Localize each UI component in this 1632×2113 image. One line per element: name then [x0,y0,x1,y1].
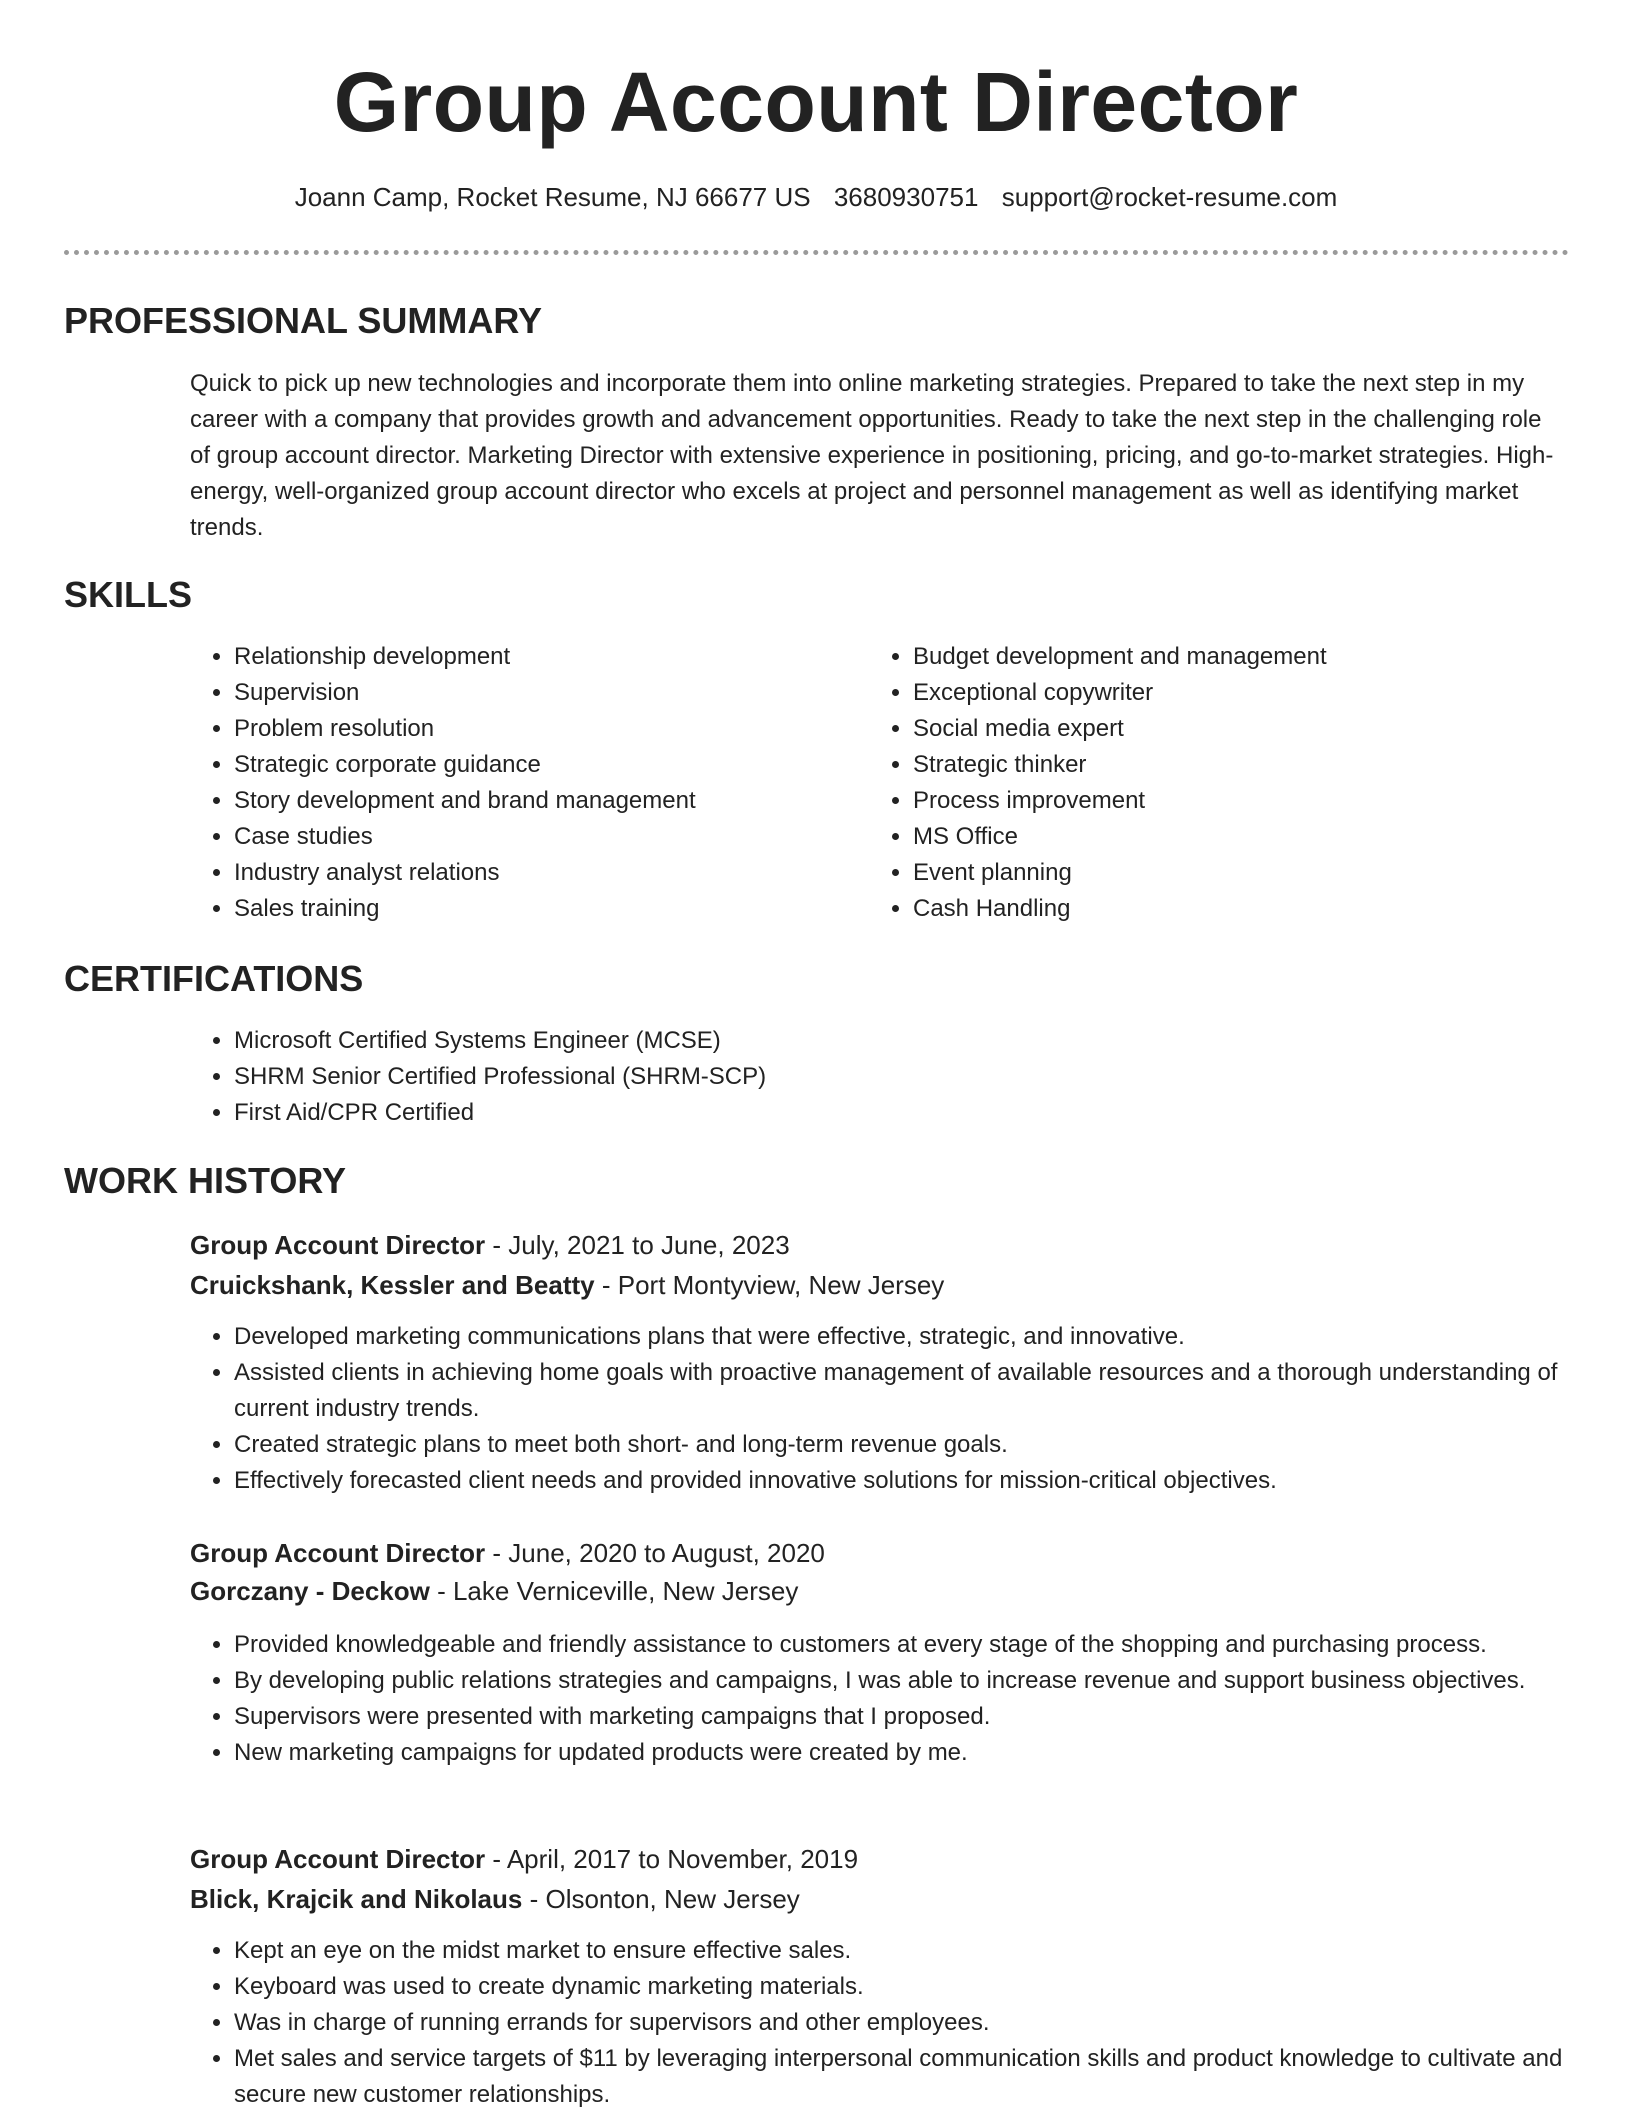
job-bullet: • Created strategic plans to meet both short- and long-term revenue goals. [234,1427,1564,1463]
job-company-line [190,1268,944,1302]
job-dates: - June, 2020 to August, 2020 [485,1538,825,1568]
skill-item: • Process improvement [913,783,1533,819]
skill-item: • Industry analyst relations [234,855,854,891]
skill-item: • Supervision [234,675,854,711]
job-company: Blick, Krajcik and Nikolaus [190,1884,523,1914]
job-title-line [190,1842,858,1876]
skill-item: • Case studies [234,819,854,855]
skill-item: • Strategic thinker [913,747,1533,783]
skill-item: • Event planning [913,855,1533,891]
job-bullet: • Keyboard was used to create dynamic marketing materials. [234,1969,1564,2005]
job-bullet: • New marketing campaigns for updated products were created by me. [234,1735,1594,1771]
skill-item: • MS Office [913,819,1533,855]
skill-item: • Story development and brand management [234,783,854,819]
summary-heading: PROFESSIONAL SUMMARY [64,300,543,341]
certification-item: • First Aid/CPR Certified [234,1095,1534,1131]
job-dates: - July, 2021 to June, 2023 [485,1230,790,1260]
skills-list-right [869,639,1533,927]
summary-text: Quick to pick up new technologies and incorporate them into online marketing strategies. Prepared to take the next step in my career with a company that provides growth and advancement opportunities. Ready to take the next step in the challenging role of group account director. Marketing Director with extensive experience in positioning, pricing, and go-to-market strategies. High-energy, well-organized group account director who excels at project and personnel management as well as identifying market trends. [190,370,1554,541]
job-title-line [190,1536,825,1570]
job-location: - Olsonton, New Jersey [522,1884,800,1914]
job-location: - Lake Verniceville, New Jersey [429,1576,799,1606]
skills-heading: SKILLS [64,574,193,615]
job-bullet: • Supervisors were presented with marketing campaigns that I proposed. [234,1699,1594,1735]
job-bullets [190,1933,1564,2113]
skill-item: • Social media expert [913,711,1533,747]
contact-email: support@rocket-resume.com [1001,182,1338,212]
skill-item: • Exceptional copywriter [913,675,1533,711]
job-role: Group Account Director [190,1230,486,1260]
job-bullet: • Effectively forecasted client needs and provided innovative solutions for mission-critical objectives. [234,1463,1564,1499]
skill-item: • Cash Handling [913,891,1533,927]
skill-item: • Budget development and management [913,639,1533,675]
contact-line [0,181,1632,215]
work-history-heading: WORK HISTORY [64,1160,347,1201]
skill-item: • Strategic corporate guidance [234,747,854,783]
job-bullet: • Kept an eye on the midst market to ensure effective sales. [234,1933,1564,1969]
skills-list-left [190,639,854,927]
job-bullet: • Met sales and service targets of $11 by leveraging interpersonal communication skills and product knowledge to cultivate and secure new customer relationships. [234,2041,1564,2113]
job-company: Gorczany - Deckow [190,1576,430,1606]
job-company: Cruickshank, Kessler and Beatty [190,1270,595,1300]
job-company-line [190,1574,798,1608]
certifications-heading: CERTIFICATIONS [64,958,364,999]
skill-item: • Problem resolution [234,711,854,747]
header-divider [64,250,1569,255]
contact-phone: 3680930751 [833,182,979,212]
job-bullet: • Provided knowledgeable and friendly assistance to customers at every stage of the shopping and purchasing process. [234,1627,1594,1663]
certification-item: • Microsoft Certified Systems Engineer (MCSE) [234,1023,1534,1059]
job-role: Group Account Director [190,1844,486,1874]
job-bullet: • Assisted clients in achieving home goals with proactive management of available resources and a thorough understanding of current industry trends. [234,1355,1564,1427]
job-bullet: • Developed marketing communications plans that were effective, strategic, and innovative. [234,1319,1564,1355]
job-company-line [190,1882,800,1916]
certification-item: • SHRM Senior Certified Professional (SHRM-SCP) [234,1059,1534,1095]
skill-item: • Sales training [234,891,854,927]
job-role: Group Account Director [190,1538,486,1568]
contact-address: Joann Camp, Rocket Resume, NJ 66677 US [294,182,811,212]
certifications-list [190,1023,1534,1131]
job-bullets [190,1319,1564,1499]
resume-title: Group Account Director [333,55,1299,149]
job-location: - Port Montyview, New Jersey [594,1270,945,1300]
job-title-line [190,1228,790,1262]
job-bullets [190,1627,1594,1771]
job-dates: - April, 2017 to November, 2019 [485,1844,859,1874]
job-bullet: • By developing public relations strategies and campaigns, I was able to increase revenue and support business objectives. [234,1663,1594,1699]
job-bullet: • Was in charge of running errands for supervisors and other employees. [234,2005,1564,2041]
skill-item: • Relationship development [234,639,854,675]
